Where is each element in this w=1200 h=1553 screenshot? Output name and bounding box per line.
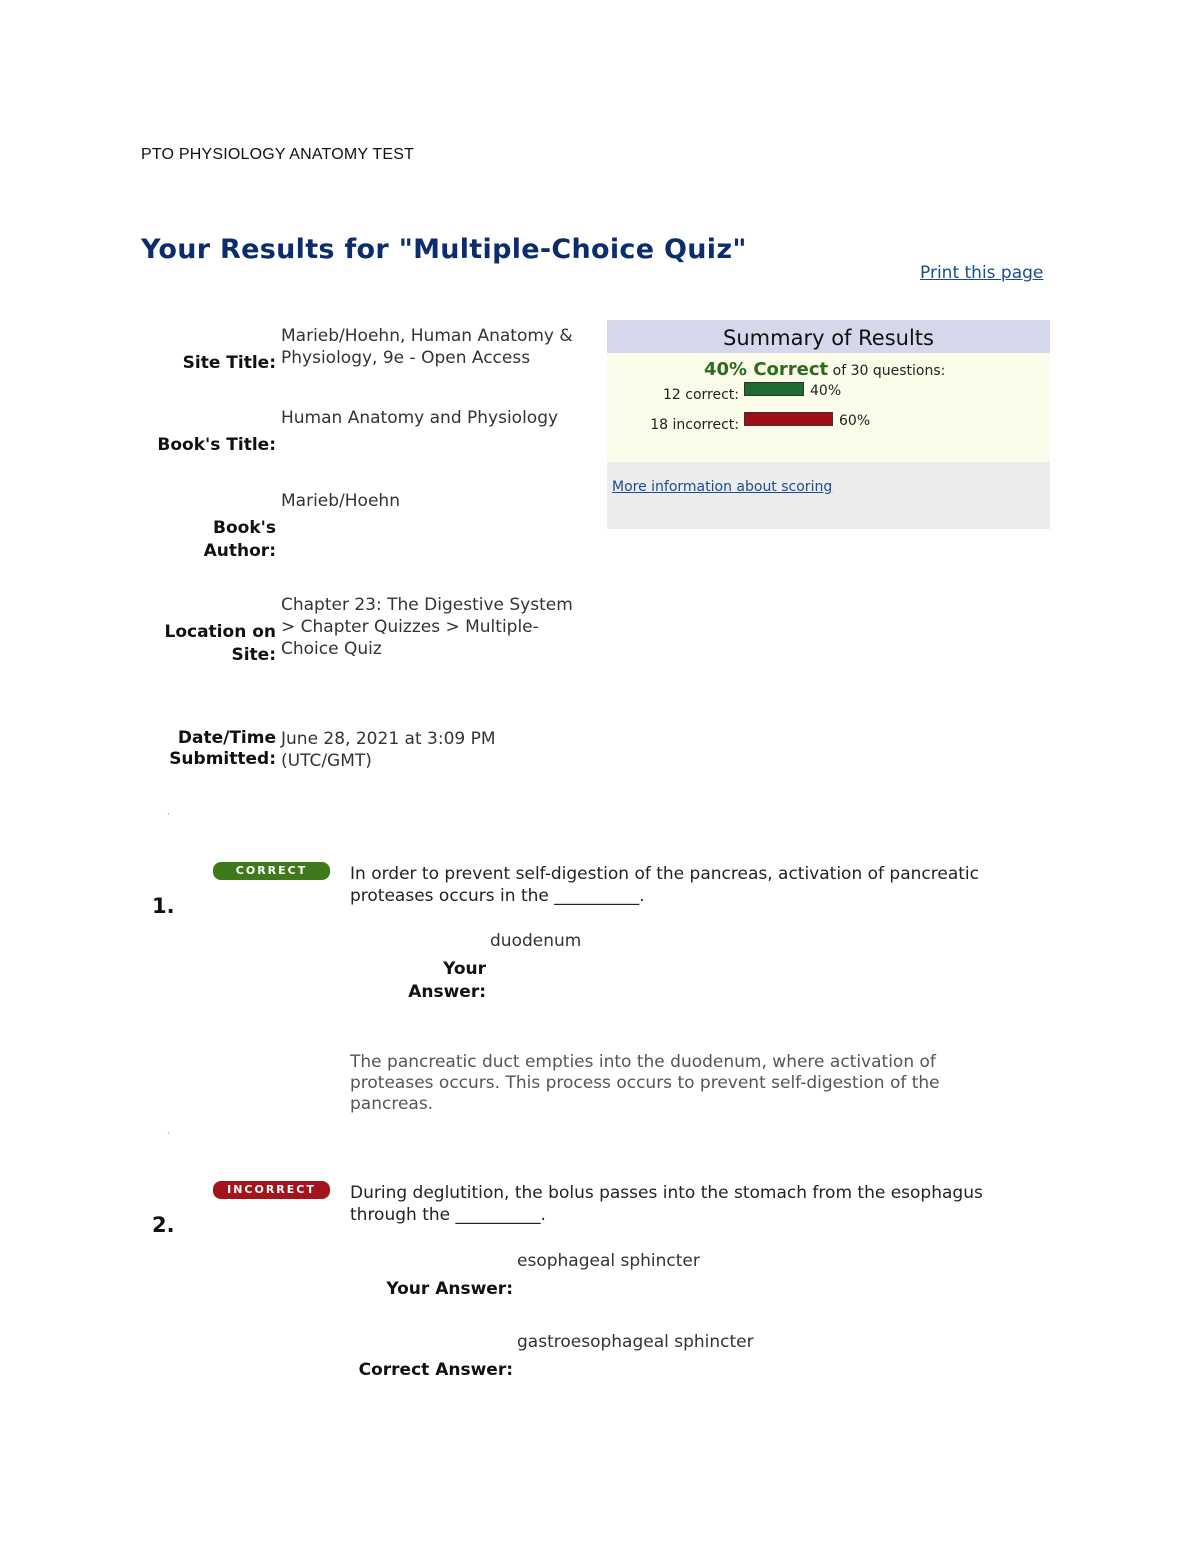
answer-feedback: The pancreatic duct empties into the duodenum, where activation of proteases occurs. This process occurs to prevent self-digestion of the pancreas. <box>350 1052 940 1114</box>
separator-dot: · <box>167 1129 170 1139</box>
book-author-label <box>150 517 276 563</box>
status-badge: CORRECT <box>213 862 330 880</box>
summary-panel <box>607 320 1050 529</box>
your-answer-label: Your Answer: <box>386 1279 513 1299</box>
location-label-line2: Site: <box>231 645 276 665</box>
date-submitted-value: June 28, 2021 at 3:09 PM (UTC/GMT) <box>281 729 496 771</box>
summary-heading: Summary of Results <box>607 320 1050 353</box>
your-answer-value: esophageal sphincter <box>517 1251 700 1271</box>
site-title-value: Marieb/Hoehn, Human Anatomy & Physiology, 9e - Open Access <box>281 326 573 368</box>
score-line <box>704 359 945 380</box>
book-author-value: Marieb/Hoehn <box>281 491 400 511</box>
incorrect-bar <box>744 412 833 426</box>
percent-correct: 40% Correct <box>704 359 829 380</box>
correct-count-label: 12 correct: <box>662 387 739 403</box>
correct-answer-value: gastroesophageal sphincter <box>517 1332 754 1352</box>
scoring-info-link[interactable]: More information about scoring <box>612 479 833 495</box>
correct-answer-label: Correct Answer: <box>358 1360 513 1380</box>
location-label <box>140 621 276 667</box>
question-count: of 30 questions: <box>832 363 946 379</box>
status-badge: INCORRECT <box>213 1181 330 1199</box>
location-value: Chapter 23: The Digestive System > Chapter Quizzes > Multiple-Choice Quiz <box>281 595 573 659</box>
question-text: In order to prevent self-digestion of the pancreas, activation of pancreatic proteases occurs in the __________. <box>350 864 979 906</box>
book-author-label-line1: Book's <box>213 518 276 538</box>
date-label-line2: Submitted: <box>169 749 276 769</box>
your-answer-label <box>380 958 486 1004</box>
summary-body <box>607 353 1050 462</box>
page-title: Your Results for "Multiple-Choice Quiz" <box>141 234 747 265</box>
print-page-link[interactable]: Print this page <box>920 263 1044 283</box>
your-answer-label-line2: Answer: <box>408 982 486 1002</box>
site-title-label: Site Title: <box>182 353 276 373</box>
incorrect-percent: 60% <box>839 413 871 429</box>
date-label-line1: Date/Time <box>177 728 276 748</box>
correct-bar <box>744 382 804 396</box>
location-label-line1: Location on <box>164 622 276 642</box>
question-text: During deglutition, the bolus passes into the stomach from the esophagus through the __________. <box>350 1183 983 1225</box>
separator-dot: · <box>167 810 170 820</box>
question-number: 2. <box>152 1213 175 1237</box>
book-title-label: Book's Title: <box>157 435 276 455</box>
book-author-label-line2: Author: <box>203 541 276 561</box>
document-header: PTO PHYSIOLOGY ANATOMY TEST <box>141 146 415 163</box>
question-number: 1. <box>152 894 175 918</box>
date-submitted-label <box>140 728 276 770</box>
your-answer-value: duodenum <box>490 931 582 951</box>
your-answer-label-line1: Your <box>443 959 486 979</box>
incorrect-count-label: 18 incorrect: <box>650 417 739 433</box>
book-title-value: Human Anatomy and Physiology <box>281 408 559 428</box>
correct-percent: 40% <box>810 383 842 399</box>
